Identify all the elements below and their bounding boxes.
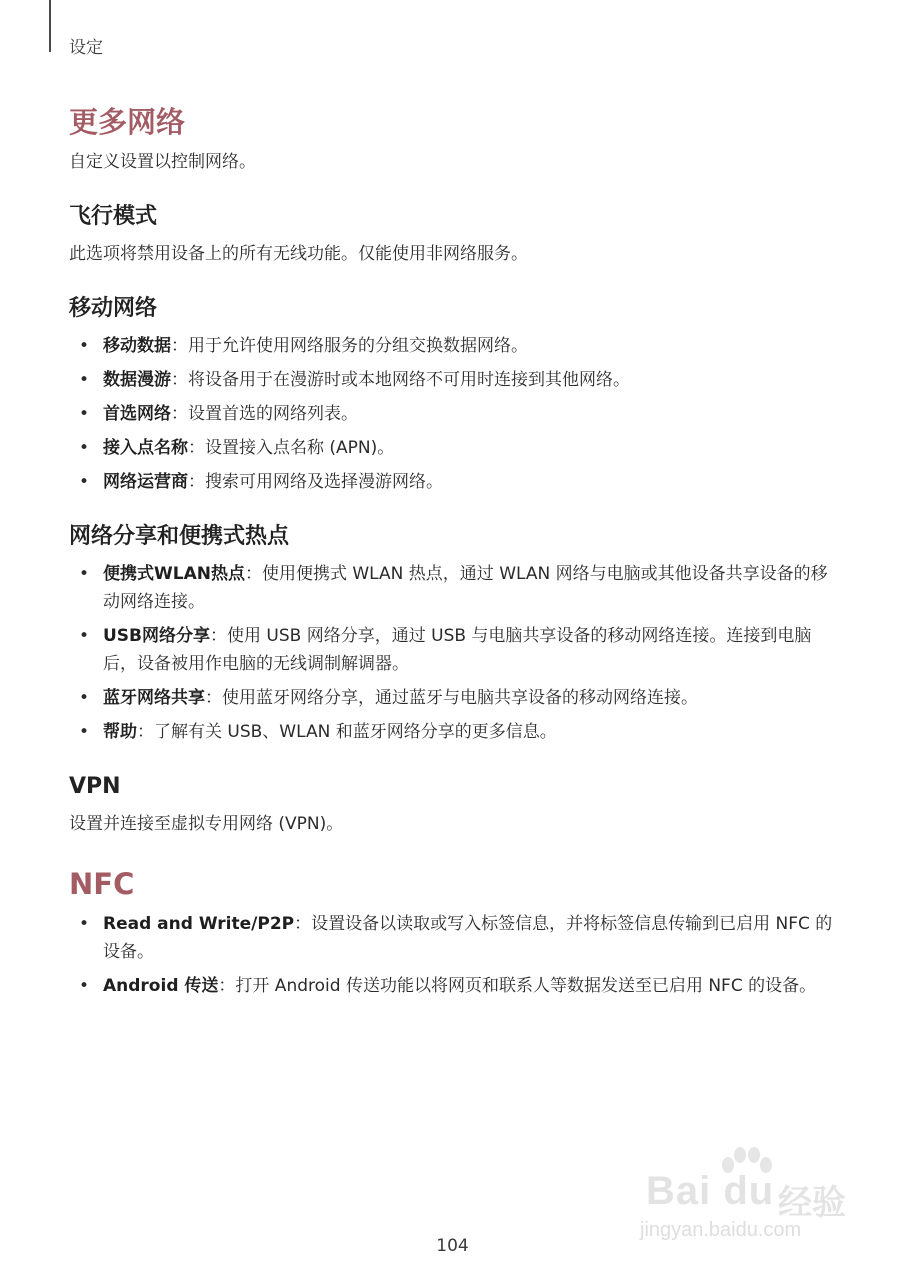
bullet-icon: •: [79, 564, 90, 584]
list-item: [69, 434, 839, 462]
bullet-icon: •: [79, 438, 90, 458]
item-term: 便携式WLAN热点: [103, 564, 245, 584]
item-text: ：使用便携式 WLAN 热点，通过 WLAN 网络与电脑或其他设备共享设备的移动网络连接。: [103, 564, 828, 612]
header-rule: [49, 0, 51, 52]
bullet-icon: •: [79, 404, 90, 424]
item-term: Read and Write/P2P: [103, 914, 295, 934]
list-item: [69, 622, 839, 678]
item-text: ：搜索可用网络及选择漫游网络。: [188, 472, 443, 492]
subsection-title-tethering: 网络分享和便携式热点: [69, 524, 290, 549]
mobile-network-list: [69, 332, 839, 496]
flight-mode-text: 此选项将禁用设备上的所有无线功能。仅能使用非网络服务。: [69, 244, 528, 264]
bullet-icon: •: [79, 336, 90, 356]
watermark-url: jingyan.baidu.com: [640, 1219, 802, 1241]
watermark-brand: Bai du: [646, 1169, 775, 1213]
list-item: [69, 400, 839, 428]
bullet-icon: •: [79, 370, 90, 390]
item-text: ：设置接入点名称 (APN)。: [188, 438, 395, 458]
watermark-brand-cn: 经验: [778, 1183, 846, 1223]
item-term: 网络运营商: [103, 472, 188, 492]
item-text: ：用于允许使用网络服务的分组交换数据网络。: [171, 336, 528, 356]
list-item: [69, 910, 839, 966]
bullet-icon: •: [79, 976, 90, 996]
bullet-icon: •: [79, 722, 90, 742]
baidu-watermark: [636, 1135, 856, 1245]
item-text: ：打开 Android 传送功能以将网页和联系人等数据发送至已启用 NFC 的设备。: [218, 976, 817, 996]
page-number: 104: [436, 1236, 469, 1256]
subsection-title-flight-mode: 飞行模式: [69, 204, 158, 229]
running-head: 设定: [69, 38, 103, 58]
page-content: [69, 102, 839, 1000]
list-item: [69, 560, 839, 616]
bullet-icon: •: [79, 472, 90, 492]
item-term: 帮助: [103, 722, 137, 742]
bullet-icon: •: [79, 626, 90, 646]
list-item: [69, 332, 839, 360]
list-item: [69, 468, 839, 496]
item-text: ：将设备用于在漫游时或本地网络不可用时连接到其他网络。: [171, 370, 630, 390]
item-text: ：设置首选的网络列表。: [171, 404, 358, 424]
item-term: 移动数据: [103, 336, 171, 356]
section-title-nfc: NFC: [69, 867, 135, 901]
section-title-more-networks: 更多网络: [69, 105, 186, 139]
item-text: ：了解有关 USB、WLAN 和蓝牙网络分享的更多信息。: [137, 722, 557, 742]
nfc-list: [69, 910, 839, 1000]
item-term: 接入点名称: [103, 438, 188, 458]
bullet-icon: •: [79, 688, 90, 708]
item-term: USB网络分享: [103, 626, 211, 646]
bullet-icon: •: [79, 914, 90, 934]
tethering-list: [69, 560, 839, 746]
item-term: 蓝牙网络共享: [103, 688, 205, 708]
vpn-text: 设置并连接至虚拟专用网络 (VPN)。: [69, 814, 344, 834]
item-text: ：使用 USB 网络分享，通过 USB 与电脑共享设备的移动网络连接。连接到电脑后，设备被用作电脑的无线调制解调器。: [103, 626, 812, 674]
subsection-title-mobile-network: 移动网络: [69, 296, 158, 321]
list-item: [69, 366, 839, 394]
item-term: Android 传送: [103, 976, 219, 996]
item-term: 数据漫游: [103, 370, 171, 390]
list-item: [69, 718, 839, 746]
item-text: ：使用蓝牙网络分享，通过蓝牙与电脑共享设备的移动网络连接。: [205, 688, 698, 708]
item-text: ：设置设备以读取或写入标签信息，并将标签信息传输到已启用 NFC 的设备。: [103, 914, 833, 962]
subsection-title-vpn: VPN: [69, 774, 121, 799]
item-term: 首选网络: [103, 404, 171, 424]
list-item: [69, 972, 839, 1000]
more-networks-intro: 自定义设置以控制网络。: [69, 152, 256, 172]
list-item: [69, 684, 839, 712]
